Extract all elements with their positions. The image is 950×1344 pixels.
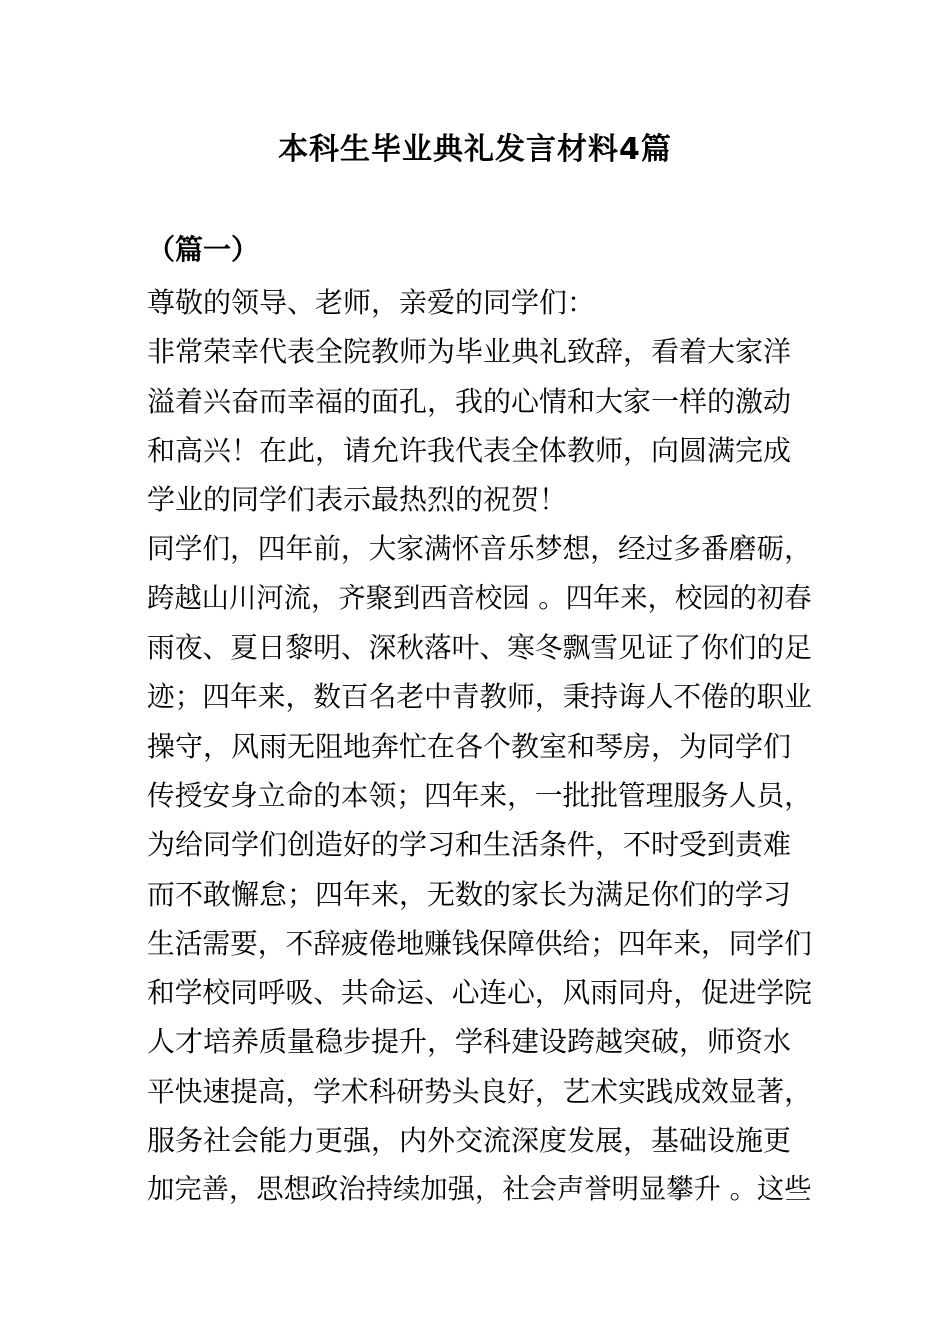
paragraph-line: 加完善，思想政治持续加强，社会声誉明显攀升 。这些 <box>147 1174 812 1206</box>
paragraph-line: 而不敢懈怠；四年来，无数的家长为满足你们的学习 <box>147 877 792 911</box>
document-title: 本科生毕业典礼发言材料4篇 <box>278 132 672 167</box>
paragraph-line: 和学校同呼吸、共命运、心连心，风雨同舟，促进学院 <box>147 976 812 1010</box>
paragraph-line: 同学们，四年前，大家满怀音乐梦想，经过多番磨砺， <box>147 532 812 566</box>
body-text <box>147 278 812 1215</box>
paragraph-line: 和高兴！在此，请允许我代表全体教师，向圆满完成 <box>147 433 792 467</box>
paragraph-line: 迹；四年来，数百名老中青教师，秉持诲人不倦的职业 <box>147 680 812 714</box>
paragraph-line: 学业的同学们表示最热烈的祝贺！ <box>147 483 568 517</box>
paragraph-line: 平快速提高，学术科研势头良好，艺术实践成效显著， <box>147 1074 812 1108</box>
paragraph-line: 雨夜、夏日黎明、深秋落叶、寒冬飘雪见证了你们的足 <box>147 631 812 665</box>
section-heading: （篇一） <box>147 233 260 266</box>
paragraph-line: 尊敬的领导、老师，亲爱的同学们： <box>147 286 596 319</box>
paragraph-line: 服务社会能力更强，内外交流深度发展，基础设施更 <box>147 1124 792 1158</box>
paragraph-line: 为给同学们创造好的学习和生活条件，不时受到责难 <box>147 828 792 862</box>
paragraph-line: 操守，风雨无阻地奔忙在各个教室和琴房，为同学们 <box>147 729 792 763</box>
paragraph-line: 跨越山川河流，齐聚到西音校园 。四年来，校园的初春 <box>147 582 812 614</box>
paragraph-line: 生活需要，不辞疲倦地赚钱保障供给；四年来，同学们 <box>147 926 812 960</box>
paragraph-line: 非常荣幸代表全院教师为毕业典礼致辞，看着大家洋 <box>147 335 792 369</box>
paragraph-line: 溢着兴奋而幸福的面孔，我的心情和大家一样的激动 <box>147 384 792 418</box>
paragraph-line: 传授安身立命的本领；四年来，一批批管理服务人员， <box>147 778 812 812</box>
paragraph-line: 人才培养质量稳步提升，学科建设跨越突破，师资水 <box>147 1025 792 1059</box>
